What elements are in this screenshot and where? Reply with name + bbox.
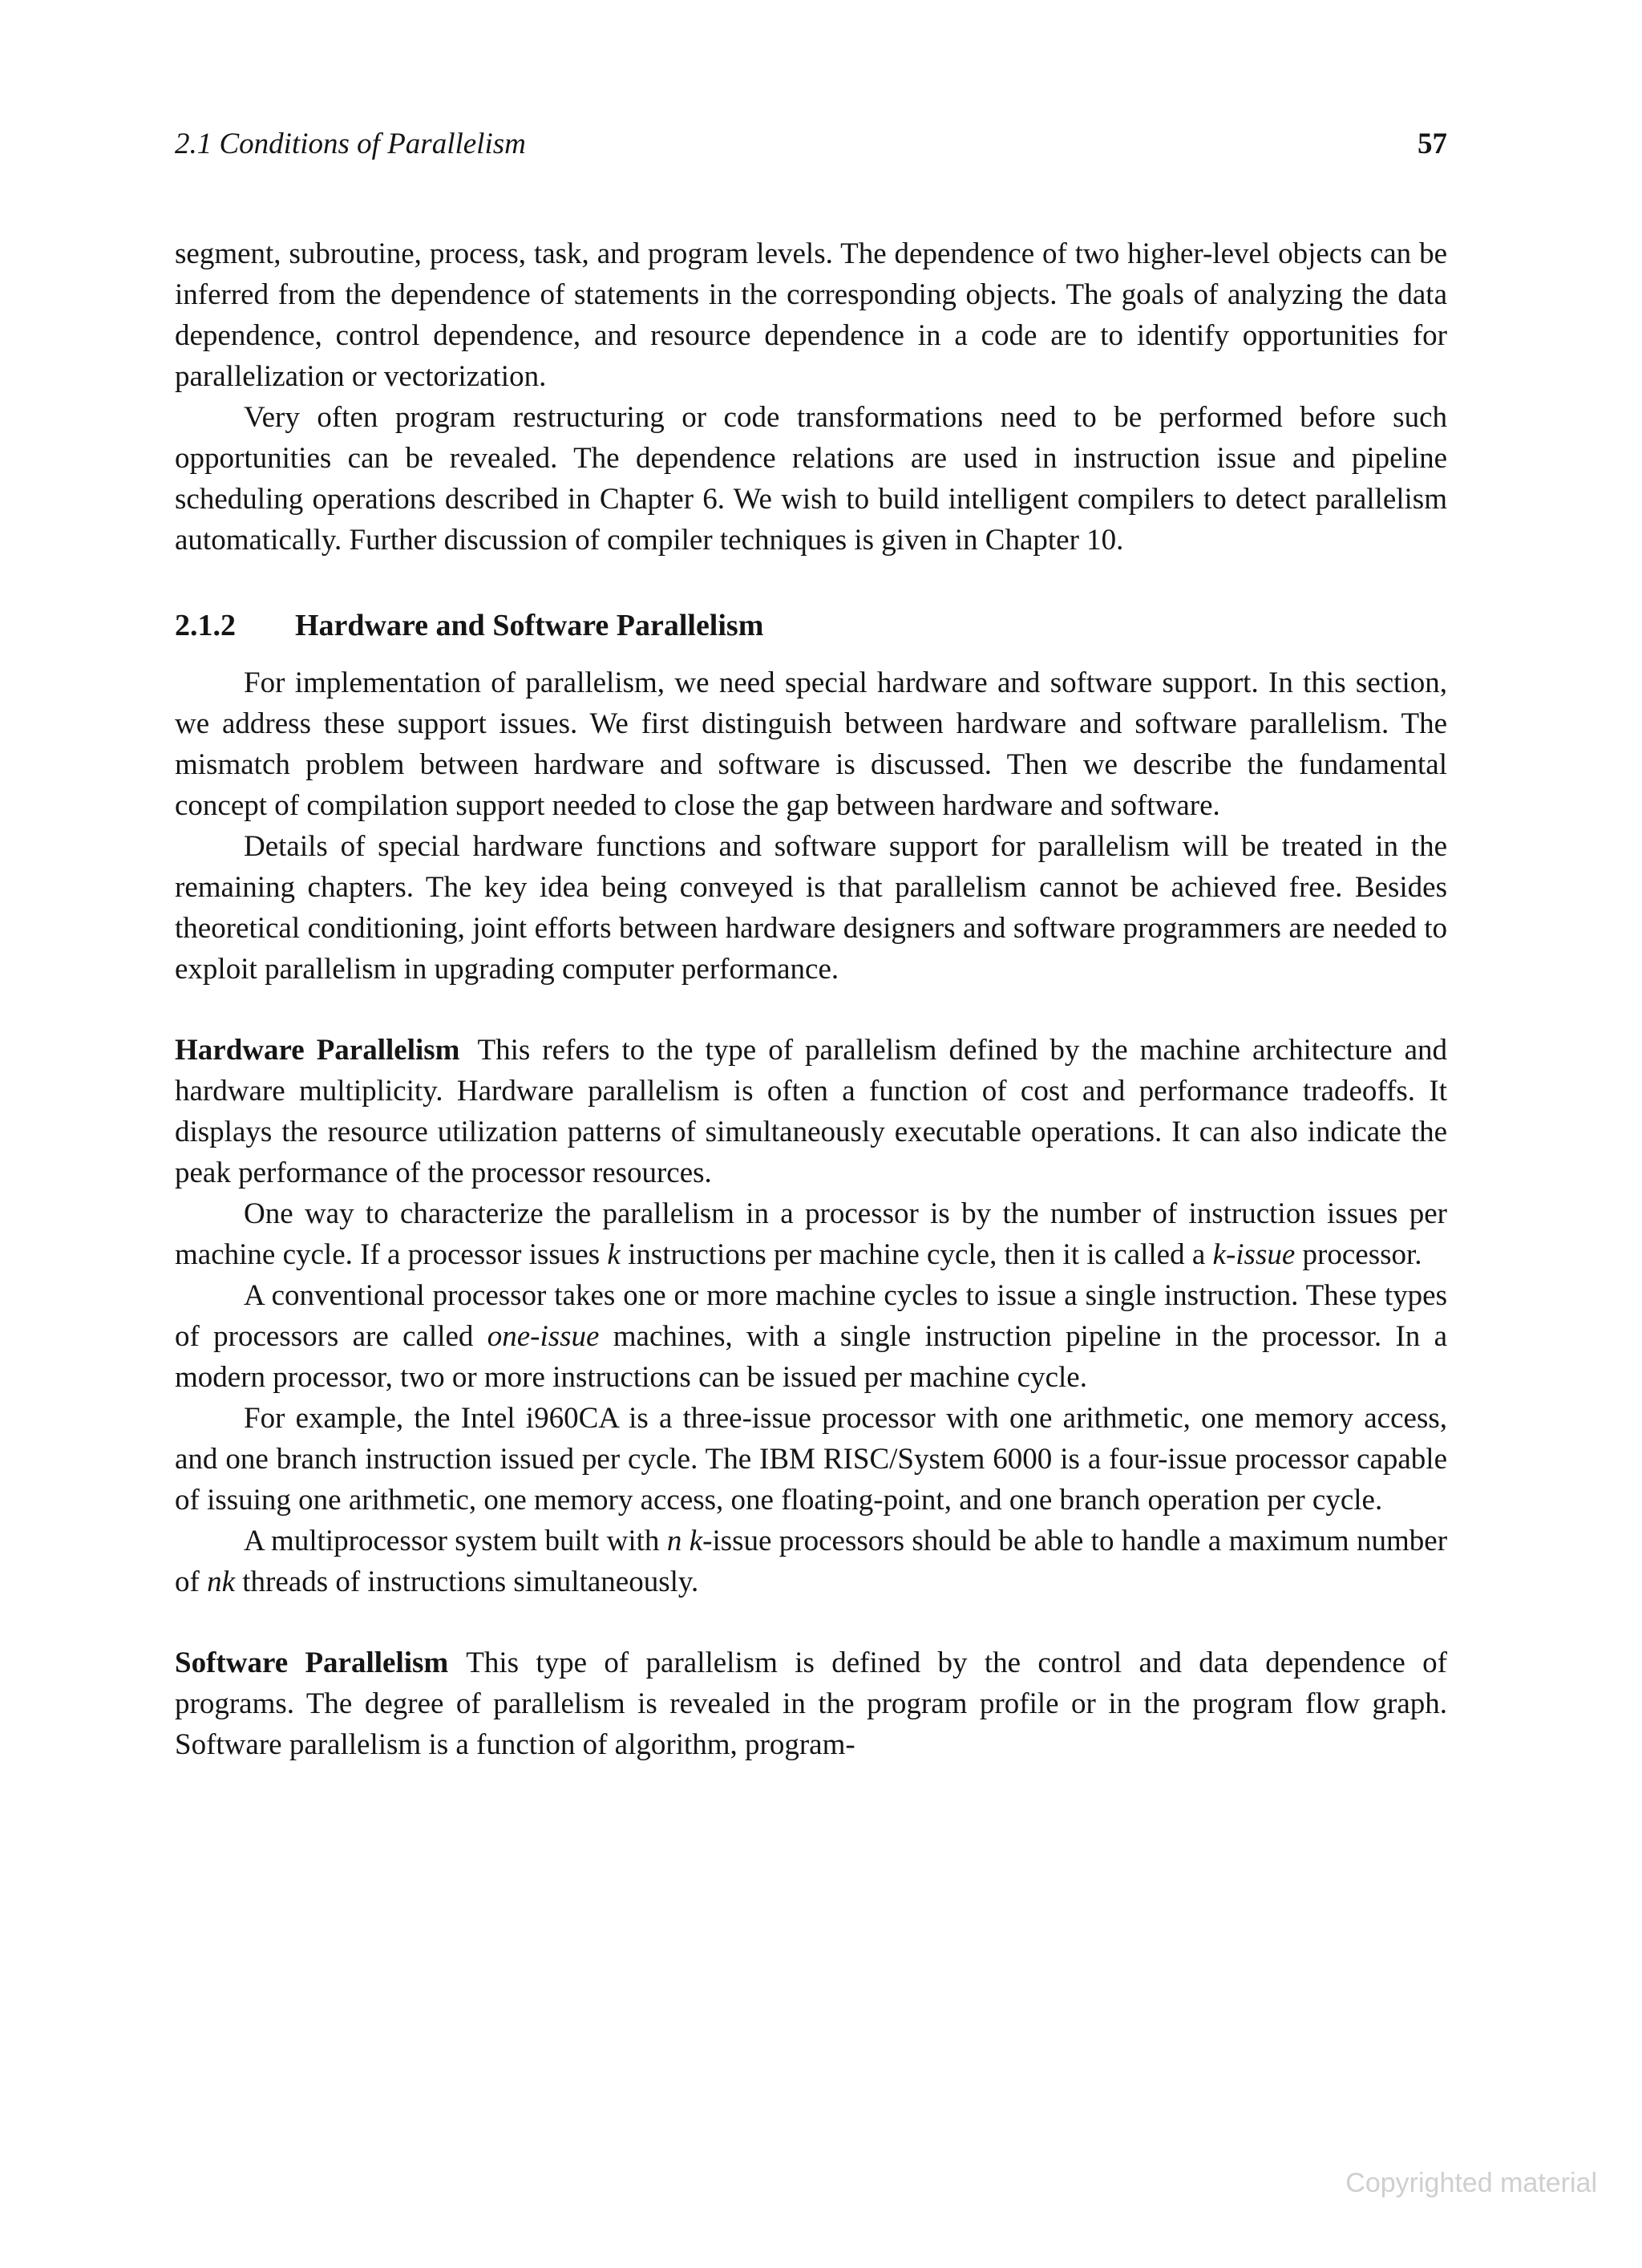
hardware-parallelism-heading: Hardware Parallelism: [175, 1034, 460, 1067]
hardware-paragraph-2: [175, 1193, 1447, 1275]
text-run: threads of instructions simultaneously.: [235, 1565, 699, 1598]
math-k: k: [607, 1238, 621, 1271]
section-paragraph-2: Details of special hardware functions and software support for parallelism will be treated in the remaining chapters. The key idea being conveyed is that parallelism cannot be achieved free. Besides theoretical conditioning, joint efforts between hardware designers and software programmers are needed to exploit parallelism in upgrading computer performance.: [175, 830, 1447, 986]
text-run: [681, 1525, 689, 1557]
intro-paragraph-1: segment, subroutine, process, task, and program levels. The dependence of two higher-level objects can be inferred from the dependence of statements in the corresponding objects. The goals of analyzing the data dependence, control dependence, and resource dependence in a code are to identify opportunities for parallelization or vectorization.: [175, 237, 1447, 393]
hardware-paragraph-1-text: This refers to the type of parallelism defined by the machine architecture and hardware multiplicity. Hardware parallelism is often a function of cost and performance tradeoffs. It displays the resource utilization patterns of simultaneously executable operations. It can also indicate the peak performance of the processor resources.: [175, 1034, 1447, 1189]
page-number: 57: [1418, 128, 1447, 160]
hardware-paragraph-5: [175, 1521, 1447, 1602]
copyright-watermark: Copyrighted material: [1345, 2168, 1597, 2198]
text-run: A conventional processor takes one or more machine cycles to issue a single instruction. These types of processors are called: [175, 1279, 1447, 1353]
section-title: Hardware and Software Parallelism: [295, 609, 764, 642]
text-run: -issue processors should be able to handle a maximum number of: [175, 1525, 1448, 1598]
running-head: [175, 120, 1447, 168]
section-paragraph-1: For implementation of parallelism, we need special hardware and software support. In this section, we address these support issues. We first distinguish between hardware and software parallelism. The mismatch problem between hardware and software is discussed. Then we describe the fundamental concept of compilation support needed to close the gap between hardware and software.: [175, 666, 1447, 822]
math-n: n: [666, 1525, 682, 1557]
software-paragraph-1: [175, 1642, 1447, 1765]
software-paragraph-1-text: This type of parallelism is defined by the control and data dependence of programs. The degree of parallelism is revealed in the program profile or in the program flow graph. Software parallelism is a function of algorithm, program-: [175, 1646, 1447, 1761]
section-number: 2.1.2: [175, 609, 236, 642]
hardware-paragraph-3: [175, 1275, 1447, 1398]
software-parallelism-heading: Software Parallelism: [175, 1646, 449, 1679]
page-body: [175, 233, 1447, 1765]
hardware-parallelism-block: [175, 1030, 1447, 1602]
text-run: A multiprocessor system built with: [244, 1525, 667, 1557]
hardware-paragraph-4: For example, the Intel i960CA is a three-issue processor with one arithmetic, one memory access, and one branch instruction issued per cycle. The IBM RISC/System 6000 is a four-issue processor capable of issuing one arithmetic, one memory access, one floating-point, and one branch operation per cycle.: [175, 1402, 1447, 1517]
running-head-section: 2.1 Conditions of Parallelism: [175, 128, 526, 160]
term-k-issue: k-issue: [1212, 1238, 1296, 1271]
intro-paragraph-2: Very often program restructuring or code transformations need to be performed before such opportunities can be revealed. The dependence relations are used in instruction issue and pipeline scheduling operations described in Chapter 6. We wish to build intelligent compilers to detect parallelism automatically. Further discussion of compiler techniques is given in Chapter 10.: [175, 401, 1447, 557]
book-page: [175, 0, 1447, 2268]
term-one-issue: one-issue: [487, 1320, 600, 1353]
text-run: processor.: [1295, 1238, 1422, 1271]
math-k: k: [689, 1525, 703, 1557]
section-heading: [175, 605, 1447, 646]
software-parallelism-block: [175, 1642, 1447, 1765]
math-nk: nk: [207, 1565, 236, 1598]
text-run: instructions per machine cycle, then it is called a: [620, 1238, 1213, 1271]
text-run: machines, with a single instruction pipeline in the processor. In a modern processor, two or more instructions can be issued per machine cycle.: [175, 1320, 1447, 1394]
hardware-paragraph-1: [175, 1030, 1447, 1193]
text-run: One way to characterize the parallelism in a processor is by the number of instruction issues per machine cycle. If a processor issues: [175, 1197, 1447, 1271]
